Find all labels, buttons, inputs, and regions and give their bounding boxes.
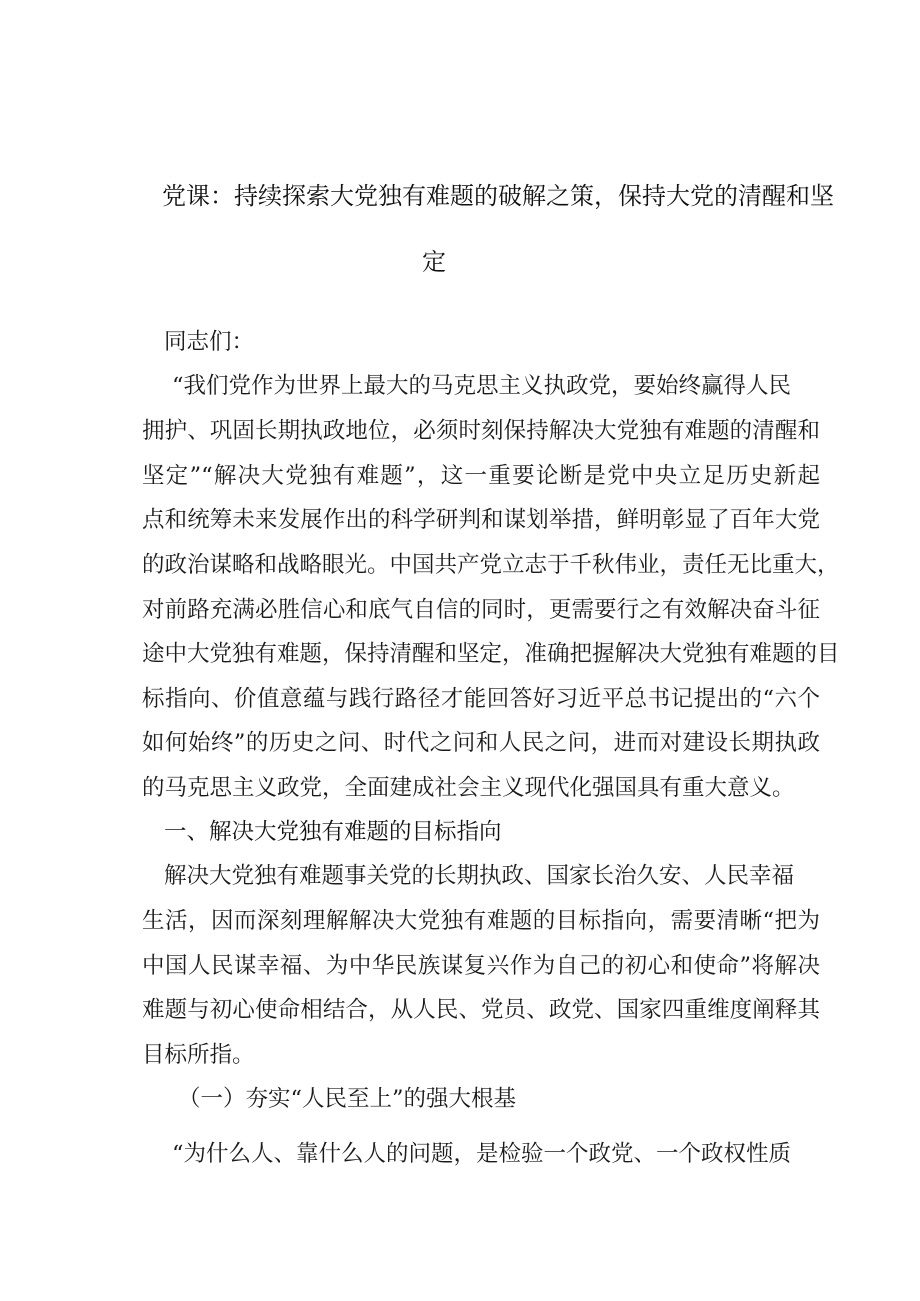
paragraph-1-line: 的马克思主义政党，全面建成社会主义现代化强国具有重大意义。 [142, 775, 795, 801]
paragraph-1-line: 如何始终”的历史之问、时代之问和人民之问，进而对建设长期执政 [142, 730, 820, 756]
document-title-line-1: 党课：持续探索大党独有难题的破解之策，保持大党的清醒和坚 [162, 182, 834, 210]
paragraph-3-line: “为什么人、靠什么人的问题，是检验一个政党、一个政权性质 [172, 1141, 792, 1167]
paragraph-1-line: 的政治谋略和战略眼光。中国共产党立志于千秋伟业，责任无比重大， [142, 552, 840, 578]
paragraph-1-line: 点和统筹未来发展作出的科学研判和谋划举措，鲜明彰显了百年大党 [142, 507, 820, 533]
paragraph-1-line: 坚定”“解决大党独有难题”，这一重要论断是党中央立足历史新起 [142, 463, 820, 489]
paragraph-1-line: 对前路充满必胜信心和底气自信的同时，更需要行之有效解决奋斗征 [142, 597, 820, 623]
paragraph-2-line: 中国人民谋幸福、为中华民族谋复兴作为自己的初心和使命”将解决 [142, 953, 820, 979]
paragraph-2-line: 难题与初心使命相结合，从人民、党员、政党、国家四重维度阐释其 [142, 997, 820, 1023]
salutation: 同志们： [164, 329, 255, 355]
document-title-line-2: 定 [422, 248, 446, 276]
paragraph-1-line: 途中大党独有难题，保持清醒和坚定，准确把握解决大党独有难题的目 [142, 641, 840, 667]
paragraph-1-line: “我们党作为世界上最大的马克思主义执政党，要始终赢得人民 [172, 373, 792, 399]
paragraph-2-line: 目标所指。 [142, 1042, 255, 1068]
subheading: （一）夯实“人民至上”的强大根基 [178, 1086, 517, 1112]
paragraph-1-line: 拥护、巩固长期执政地位，必须时刻保持解决大党独有难题的清醒和 [142, 418, 820, 444]
paragraph-1-line: 标指向、价值意蕴与践行路径才能回答好习近平总书记提出的“六个 [142, 686, 820, 712]
paragraph-2-line: 解决大党独有难题事关党的长期执政、国家长治久安、人民幸福 [164, 863, 795, 889]
section-heading: 一、解决大党独有难题的目标指向 [164, 819, 502, 845]
paragraph-2-line: 生活，因而深刻理解解决大党独有难题的目标指向，需要清晰“把为 [142, 908, 820, 934]
